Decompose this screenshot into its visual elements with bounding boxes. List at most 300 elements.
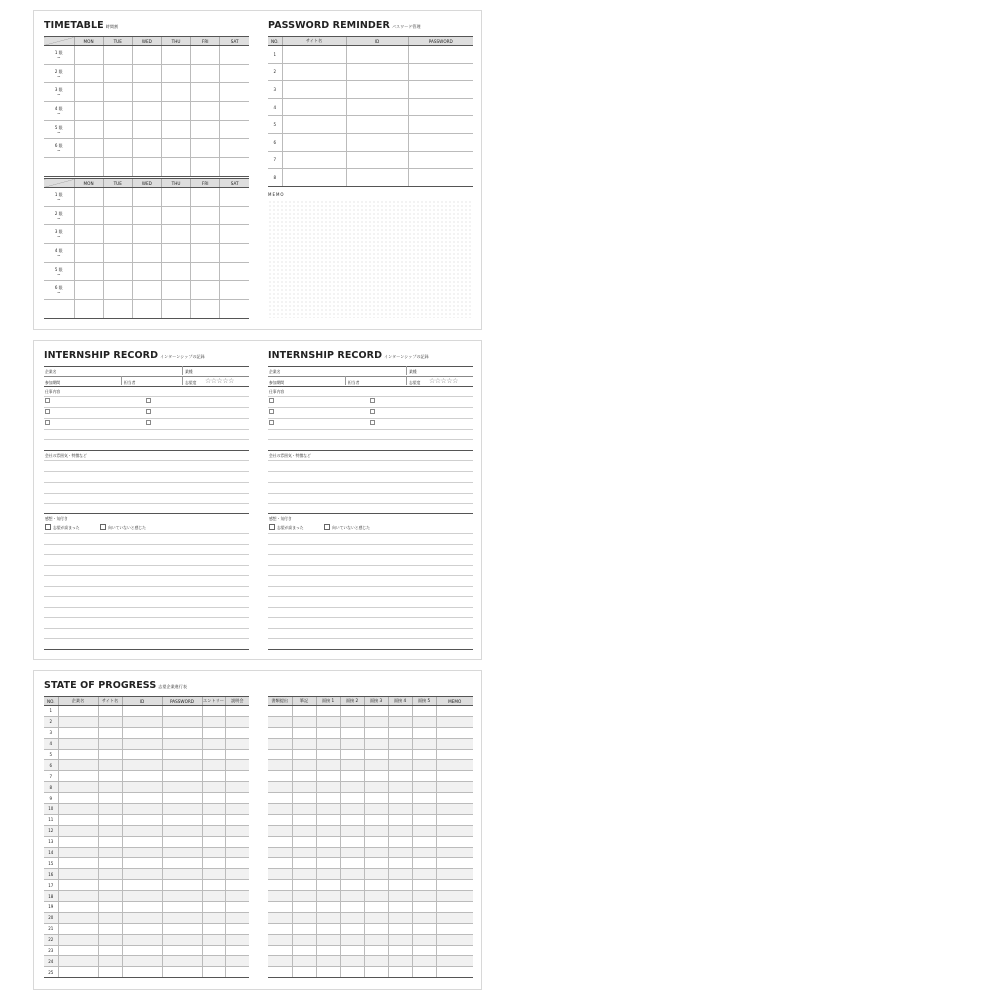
- progress-cell[interactable]: [268, 847, 292, 858]
- progress-cell[interactable]: [412, 760, 436, 771]
- progress-cell[interactable]: [225, 706, 249, 717]
- option-checkbox[interactable]: [324, 524, 330, 530]
- progress-cell[interactable]: [202, 836, 225, 847]
- progress-cell[interactable]: [364, 804, 388, 815]
- progress-cell[interactable]: [225, 771, 249, 782]
- progress-cell[interactable]: [225, 727, 249, 738]
- progress-cell[interactable]: [436, 825, 473, 836]
- progress-cell[interactable]: [225, 749, 249, 760]
- progress-cell[interactable]: [225, 956, 249, 967]
- class-cell[interactable]: [161, 262, 190, 281]
- progress-cell[interactable]: [292, 793, 316, 804]
- progress-cell[interactable]: [225, 902, 249, 913]
- progress-cell[interactable]: [122, 706, 162, 717]
- progress-cell[interactable]: [340, 880, 364, 891]
- id-cell[interactable]: [346, 151, 408, 169]
- progress-cell[interactable]: [58, 738, 98, 749]
- progress-cell[interactable]: [436, 738, 473, 749]
- progress-cell[interactable]: [292, 912, 316, 923]
- progress-cell[interactable]: [268, 738, 292, 749]
- progress-cell[interactable]: [412, 738, 436, 749]
- progress-cell[interactable]: [292, 858, 316, 869]
- progress-cell[interactable]: [122, 847, 162, 858]
- progress-cell[interactable]: [98, 836, 122, 847]
- progress-cell[interactable]: [268, 836, 292, 847]
- progress-cell[interactable]: [58, 847, 98, 858]
- id-cell[interactable]: [346, 116, 408, 134]
- progress-cell[interactable]: [122, 782, 162, 793]
- progress-cell[interactable]: [202, 869, 225, 880]
- progress-cell[interactable]: [436, 956, 473, 967]
- progress-cell[interactable]: [292, 836, 316, 847]
- class-cell[interactable]: [220, 206, 249, 225]
- class-cell[interactable]: [191, 206, 220, 225]
- progress-cell[interactable]: [122, 760, 162, 771]
- class-cell[interactable]: [161, 188, 190, 207]
- progress-cell[interactable]: [340, 945, 364, 956]
- progress-cell[interactable]: [292, 716, 316, 727]
- progress-cell[interactable]: [388, 814, 412, 825]
- progress-cell[interactable]: [340, 891, 364, 902]
- class-cell[interactable]: [191, 139, 220, 158]
- progress-cell[interactable]: [58, 727, 98, 738]
- class-cell[interactable]: [161, 225, 190, 244]
- site-name-cell[interactable]: [282, 63, 346, 81]
- progress-cell[interactable]: [436, 858, 473, 869]
- progress-cell[interactable]: [388, 782, 412, 793]
- progress-cell[interactable]: [436, 836, 473, 847]
- progress-cell[interactable]: [162, 749, 202, 760]
- progress-cell[interactable]: [436, 945, 473, 956]
- progress-cell[interactable]: [162, 869, 202, 880]
- progress-cell[interactable]: [364, 912, 388, 923]
- work-checkbox[interactable]: [45, 420, 50, 425]
- site-name-cell[interactable]: [282, 169, 346, 187]
- progress-cell[interactable]: [316, 836, 340, 847]
- class-cell[interactable]: [220, 83, 249, 102]
- progress-cell[interactable]: [225, 912, 249, 923]
- progress-cell[interactable]: [162, 706, 202, 717]
- progress-cell[interactable]: [292, 771, 316, 782]
- class-cell[interactable]: [132, 139, 161, 158]
- progress-cell[interactable]: [268, 923, 292, 934]
- class-cell[interactable]: [103, 139, 132, 158]
- progress-cell[interactable]: [388, 891, 412, 902]
- progress-cell[interactable]: [58, 706, 98, 717]
- progress-cell[interactable]: [202, 771, 225, 782]
- site-name-cell[interactable]: [282, 133, 346, 151]
- progress-cell[interactable]: [316, 771, 340, 782]
- progress-cell[interactable]: [364, 706, 388, 717]
- progress-cell[interactable]: [268, 782, 292, 793]
- progress-cell[interactable]: [162, 716, 202, 727]
- class-cell[interactable]: [74, 102, 103, 121]
- progress-cell[interactable]: [412, 825, 436, 836]
- progress-cell[interactable]: [340, 923, 364, 934]
- progress-cell[interactable]: [268, 793, 292, 804]
- progress-cell[interactable]: [316, 858, 340, 869]
- progress-cell[interactable]: [412, 967, 436, 978]
- progress-cell[interactable]: [268, 825, 292, 836]
- progress-cell[interactable]: [268, 880, 292, 891]
- progress-cell[interactable]: [340, 912, 364, 923]
- progress-cell[interactable]: [268, 967, 292, 978]
- progress-cell[interactable]: [225, 858, 249, 869]
- progress-cell[interactable]: [292, 956, 316, 967]
- progress-cell[interactable]: [436, 706, 473, 717]
- progress-cell[interactable]: [388, 934, 412, 945]
- progress-cell[interactable]: [225, 945, 249, 956]
- progress-cell[interactable]: [202, 912, 225, 923]
- progress-cell[interactable]: [202, 956, 225, 967]
- progress-cell[interactable]: [388, 738, 412, 749]
- progress-cell[interactable]: [364, 902, 388, 913]
- password-cell[interactable]: [408, 133, 473, 151]
- progress-cell[interactable]: [98, 738, 122, 749]
- progress-cell[interactable]: [122, 891, 162, 902]
- progress-cell[interactable]: [225, 825, 249, 836]
- progress-cell[interactable]: [292, 825, 316, 836]
- progress-cell[interactable]: [364, 880, 388, 891]
- class-cell[interactable]: [103, 262, 132, 281]
- progress-cell[interactable]: [436, 880, 473, 891]
- progress-cell[interactable]: [162, 967, 202, 978]
- progress-cell[interactable]: [316, 706, 340, 717]
- progress-cell[interactable]: [364, 923, 388, 934]
- progress-cell[interactable]: [202, 967, 225, 978]
- progress-cell[interactable]: [122, 727, 162, 738]
- class-cell[interactable]: [74, 64, 103, 83]
- work-checkbox[interactable]: [45, 409, 50, 414]
- progress-cell[interactable]: [225, 804, 249, 815]
- progress-cell[interactable]: [98, 749, 122, 760]
- progress-cell[interactable]: [202, 858, 225, 869]
- progress-cell[interactable]: [436, 912, 473, 923]
- progress-cell[interactable]: [58, 716, 98, 727]
- id-cell[interactable]: [346, 169, 408, 187]
- class-cell[interactable]: [161, 281, 190, 300]
- progress-cell[interactable]: [436, 793, 473, 804]
- class-cell[interactable]: [103, 281, 132, 300]
- progress-cell[interactable]: [58, 923, 98, 934]
- progress-cell[interactable]: [58, 793, 98, 804]
- progress-cell[interactable]: [364, 945, 388, 956]
- progress-cell[interactable]: [225, 760, 249, 771]
- progress-cell[interactable]: [58, 749, 98, 760]
- progress-cell[interactable]: [225, 782, 249, 793]
- progress-cell[interactable]: [122, 825, 162, 836]
- progress-cell[interactable]: [162, 804, 202, 815]
- class-cell[interactable]: [191, 281, 220, 300]
- progress-cell[interactable]: [58, 782, 98, 793]
- progress-cell[interactable]: [58, 934, 98, 945]
- progress-cell[interactable]: [202, 727, 225, 738]
- progress-cell[interactable]: [412, 912, 436, 923]
- progress-cell[interactable]: [340, 934, 364, 945]
- progress-cell[interactable]: [316, 782, 340, 793]
- progress-cell[interactable]: [436, 891, 473, 902]
- class-cell[interactable]: [161, 83, 190, 102]
- progress-cell[interactable]: [364, 967, 388, 978]
- class-cell[interactable]: [103, 206, 132, 225]
- progress-cell[interactable]: [162, 847, 202, 858]
- work-checkbox[interactable]: [146, 420, 151, 425]
- progress-cell[interactable]: [225, 891, 249, 902]
- class-cell[interactable]: [132, 83, 161, 102]
- progress-cell[interactable]: [436, 727, 473, 738]
- class-cell[interactable]: [191, 244, 220, 263]
- progress-cell[interactable]: [340, 814, 364, 825]
- progress-cell[interactable]: [58, 804, 98, 815]
- progress-cell[interactable]: [202, 793, 225, 804]
- progress-cell[interactable]: [316, 716, 340, 727]
- progress-cell[interactable]: [202, 923, 225, 934]
- progress-cell[interactable]: [412, 771, 436, 782]
- progress-cell[interactable]: [122, 923, 162, 934]
- progress-cell[interactable]: [292, 760, 316, 771]
- progress-cell[interactable]: [162, 727, 202, 738]
- progress-cell[interactable]: [162, 934, 202, 945]
- class-cell[interactable]: [74, 46, 103, 65]
- id-cell[interactable]: [346, 63, 408, 81]
- progress-cell[interactable]: [98, 912, 122, 923]
- progress-cell[interactable]: [225, 923, 249, 934]
- class-cell[interactable]: [74, 83, 103, 102]
- progress-cell[interactable]: [268, 945, 292, 956]
- class-cell[interactable]: [132, 64, 161, 83]
- progress-cell[interactable]: [202, 706, 225, 717]
- progress-cell[interactable]: [388, 858, 412, 869]
- progress-cell[interactable]: [162, 825, 202, 836]
- progress-cell[interactable]: [98, 727, 122, 738]
- password-cell[interactable]: [408, 81, 473, 99]
- class-cell[interactable]: [74, 188, 103, 207]
- progress-cell[interactable]: [268, 858, 292, 869]
- progress-cell[interactable]: [388, 912, 412, 923]
- class-cell[interactable]: [74, 139, 103, 158]
- class-cell[interactable]: [220, 188, 249, 207]
- progress-cell[interactable]: [162, 782, 202, 793]
- progress-cell[interactable]: [202, 804, 225, 815]
- progress-cell[interactable]: [162, 945, 202, 956]
- progress-cell[interactable]: [388, 706, 412, 717]
- progress-cell[interactable]: [98, 771, 122, 782]
- progress-cell[interactable]: [412, 869, 436, 880]
- work-checkbox[interactable]: [269, 398, 274, 403]
- progress-cell[interactable]: [364, 847, 388, 858]
- progress-cell[interactable]: [412, 891, 436, 902]
- progress-cell[interactable]: [98, 782, 122, 793]
- progress-cell[interactable]: [412, 836, 436, 847]
- progress-cell[interactable]: [98, 793, 122, 804]
- progress-cell[interactable]: [316, 738, 340, 749]
- progress-cell[interactable]: [202, 782, 225, 793]
- progress-cell[interactable]: [364, 738, 388, 749]
- progress-cell[interactable]: [98, 858, 122, 869]
- class-cell[interactable]: [74, 225, 103, 244]
- progress-cell[interactable]: [58, 902, 98, 913]
- progress-cell[interactable]: [412, 804, 436, 815]
- site-name-cell[interactable]: [282, 98, 346, 116]
- work-checkbox[interactable]: [370, 398, 375, 403]
- progress-cell[interactable]: [316, 814, 340, 825]
- password-cell[interactable]: [408, 151, 473, 169]
- work-checkbox[interactable]: [269, 420, 274, 425]
- progress-cell[interactable]: [316, 945, 340, 956]
- progress-cell[interactable]: [436, 923, 473, 934]
- progress-cell[interactable]: [316, 902, 340, 913]
- progress-cell[interactable]: [122, 912, 162, 923]
- progress-cell[interactable]: [202, 945, 225, 956]
- progress-cell[interactable]: [292, 706, 316, 717]
- progress-cell[interactable]: [412, 793, 436, 804]
- class-cell[interactable]: [132, 46, 161, 65]
- progress-cell[interactable]: [98, 902, 122, 913]
- progress-cell[interactable]: [316, 869, 340, 880]
- progress-cell[interactable]: [292, 804, 316, 815]
- progress-cell[interactable]: [412, 956, 436, 967]
- progress-cell[interactable]: [388, 793, 412, 804]
- progress-cell[interactable]: [340, 738, 364, 749]
- progress-cell[interactable]: [388, 869, 412, 880]
- class-cell[interactable]: [220, 139, 249, 158]
- progress-cell[interactable]: [436, 902, 473, 913]
- progress-cell[interactable]: [58, 891, 98, 902]
- progress-cell[interactable]: [98, 945, 122, 956]
- progress-cell[interactable]: [122, 804, 162, 815]
- progress-cell[interactable]: [268, 804, 292, 815]
- option-checkbox[interactable]: [45, 524, 51, 530]
- class-cell[interactable]: [161, 46, 190, 65]
- progress-cell[interactable]: [58, 760, 98, 771]
- progress-cell[interactable]: [98, 760, 122, 771]
- progress-cell[interactable]: [364, 716, 388, 727]
- progress-cell[interactable]: [202, 814, 225, 825]
- progress-cell[interactable]: [268, 934, 292, 945]
- progress-cell[interactable]: [316, 880, 340, 891]
- progress-cell[interactable]: [122, 858, 162, 869]
- progress-cell[interactable]: [340, 804, 364, 815]
- progress-cell[interactable]: [225, 793, 249, 804]
- progress-cell[interactable]: [98, 967, 122, 978]
- progress-cell[interactable]: [412, 749, 436, 760]
- progress-cell[interactable]: [364, 782, 388, 793]
- progress-cell[interactable]: [202, 825, 225, 836]
- progress-cell[interactable]: [162, 771, 202, 782]
- class-cell[interactable]: [103, 83, 132, 102]
- progress-cell[interactable]: [364, 749, 388, 760]
- progress-cell[interactable]: [316, 923, 340, 934]
- progress-cell[interactable]: [316, 934, 340, 945]
- progress-cell[interactable]: [316, 793, 340, 804]
- progress-cell[interactable]: [268, 771, 292, 782]
- class-cell[interactable]: [220, 281, 249, 300]
- progress-cell[interactable]: [202, 891, 225, 902]
- progress-cell[interactable]: [202, 738, 225, 749]
- progress-cell[interactable]: [202, 749, 225, 760]
- class-cell[interactable]: [132, 188, 161, 207]
- progress-cell[interactable]: [162, 858, 202, 869]
- progress-cell[interactable]: [436, 716, 473, 727]
- password-cell[interactable]: [408, 46, 473, 64]
- progress-cell[interactable]: [316, 912, 340, 923]
- progress-cell[interactable]: [364, 793, 388, 804]
- class-cell[interactable]: [161, 120, 190, 139]
- progress-cell[interactable]: [412, 847, 436, 858]
- progress-cell[interactable]: [364, 891, 388, 902]
- class-cell[interactable]: [220, 102, 249, 121]
- progress-cell[interactable]: [58, 967, 98, 978]
- progress-cell[interactable]: [388, 749, 412, 760]
- progress-cell[interactable]: [268, 749, 292, 760]
- progress-cell[interactable]: [292, 967, 316, 978]
- class-cell[interactable]: [74, 281, 103, 300]
- progress-cell[interactable]: [436, 967, 473, 978]
- progress-cell[interactable]: [388, 902, 412, 913]
- progress-cell[interactable]: [364, 836, 388, 847]
- progress-cell[interactable]: [98, 956, 122, 967]
- class-cell[interactable]: [191, 102, 220, 121]
- progress-cell[interactable]: [58, 825, 98, 836]
- work-checkbox[interactable]: [370, 420, 375, 425]
- progress-cell[interactable]: [162, 836, 202, 847]
- progress-cell[interactable]: [316, 727, 340, 738]
- progress-cell[interactable]: [388, 836, 412, 847]
- progress-cell[interactable]: [364, 727, 388, 738]
- progress-cell[interactable]: [436, 760, 473, 771]
- progress-cell[interactable]: [388, 945, 412, 956]
- progress-cell[interactable]: [316, 956, 340, 967]
- progress-cell[interactable]: [162, 956, 202, 967]
- progress-cell[interactable]: [388, 716, 412, 727]
- progress-cell[interactable]: [388, 804, 412, 815]
- progress-cell[interactable]: [292, 891, 316, 902]
- progress-cell[interactable]: [225, 738, 249, 749]
- progress-cell[interactable]: [98, 825, 122, 836]
- progress-cell[interactable]: [225, 716, 249, 727]
- progress-cell[interactable]: [122, 869, 162, 880]
- progress-cell[interactable]: [364, 771, 388, 782]
- progress-cell[interactable]: [340, 706, 364, 717]
- progress-cell[interactable]: [316, 760, 340, 771]
- progress-cell[interactable]: [268, 716, 292, 727]
- progress-cell[interactable]: [340, 716, 364, 727]
- class-cell[interactable]: [132, 262, 161, 281]
- progress-cell[interactable]: [388, 956, 412, 967]
- progress-cell[interactable]: [340, 760, 364, 771]
- progress-cell[interactable]: [122, 716, 162, 727]
- progress-cell[interactable]: [58, 956, 98, 967]
- progress-cell[interactable]: [340, 836, 364, 847]
- progress-cell[interactable]: [412, 716, 436, 727]
- class-cell[interactable]: [220, 225, 249, 244]
- progress-cell[interactable]: [364, 956, 388, 967]
- class-cell[interactable]: [132, 244, 161, 263]
- class-cell[interactable]: [132, 102, 161, 121]
- class-cell[interactable]: [132, 206, 161, 225]
- progress-cell[interactable]: [340, 869, 364, 880]
- class-cell[interactable]: [74, 206, 103, 225]
- class-cell[interactable]: [103, 64, 132, 83]
- progress-cell[interactable]: [122, 934, 162, 945]
- progress-cell[interactable]: [412, 902, 436, 913]
- progress-cell[interactable]: [436, 782, 473, 793]
- progress-cell[interactable]: [340, 825, 364, 836]
- class-cell[interactable]: [74, 244, 103, 263]
- progress-cell[interactable]: [364, 825, 388, 836]
- class-cell[interactable]: [220, 46, 249, 65]
- progress-cell[interactable]: [364, 858, 388, 869]
